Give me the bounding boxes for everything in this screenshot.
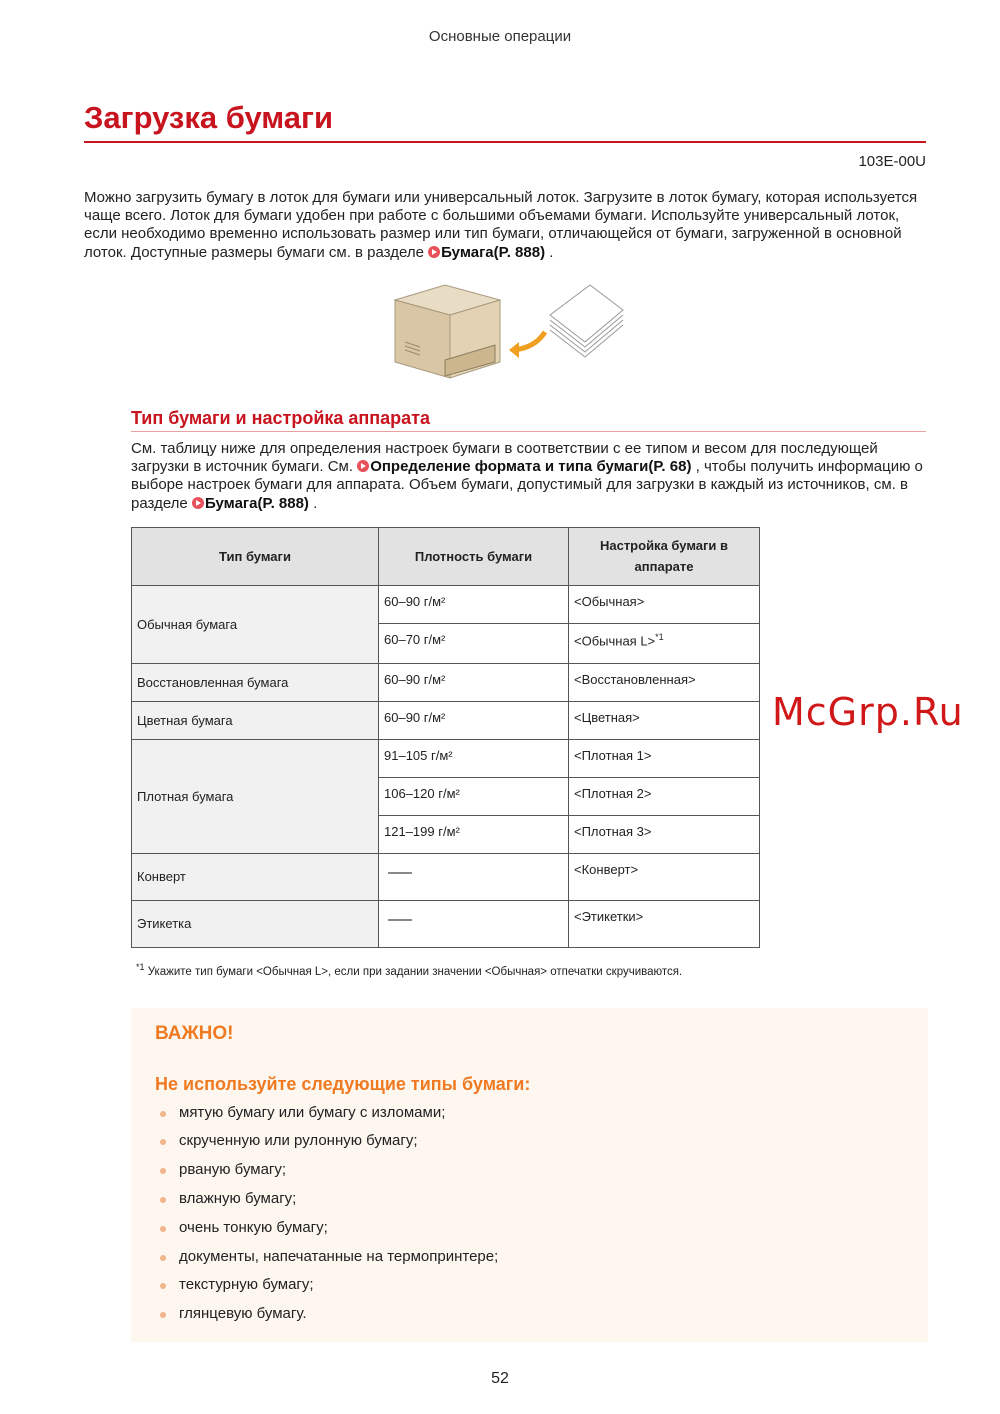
list-item: очень тонкую бумагу; bbox=[160, 1217, 928, 1246]
section-text-3: . bbox=[308, 494, 318, 512]
setting-value: <Обычная> bbox=[574, 593, 645, 609]
important-subtitle: Не используйте следующие типы бумаги: bbox=[155, 1073, 531, 1094]
dash bbox=[388, 919, 412, 921]
setting-value: <Восстановленная> bbox=[574, 671, 696, 687]
format-type-link[interactable] bbox=[357, 458, 691, 475]
list-item: скрученную или рулонную бумагу; bbox=[160, 1130, 928, 1159]
cell-machine-setting bbox=[569, 585, 760, 623]
paper-settings-table bbox=[131, 527, 760, 948]
dash bbox=[388, 872, 412, 874]
title-divider bbox=[84, 141, 926, 143]
cell-paper-weight: 91–105 г/м² bbox=[379, 739, 569, 777]
cell-machine-setting bbox=[569, 777, 760, 815]
watermark: McGrp.Ru bbox=[772, 690, 964, 734]
cell-paper-type: Конверт bbox=[132, 853, 379, 900]
intro-paragraph bbox=[84, 189, 926, 262]
page-title: Загрузка бумаги bbox=[84, 100, 334, 135]
section-title: Тип бумаги и настройка аппарата bbox=[131, 408, 431, 428]
paper-link-label: Бумага(P. 888) bbox=[204, 494, 309, 512]
list-item: документы, напечатанные на термопринтере; bbox=[160, 1246, 928, 1275]
paper-link[interactable] bbox=[428, 244, 545, 261]
cell-machine-setting bbox=[569, 853, 760, 900]
cell-machine-setting bbox=[569, 701, 760, 739]
setting-value: <Конверт> bbox=[574, 861, 639, 877]
printer-loading-illustration bbox=[385, 280, 635, 385]
cell-paper-weight bbox=[379, 900, 569, 947]
section-body bbox=[131, 440, 931, 1342]
intro-end: . bbox=[545, 243, 554, 261]
cell-paper-type: Восстановленная бумага bbox=[132, 663, 379, 701]
cell-paper-weight bbox=[379, 853, 569, 900]
setting-value: <Плотная 2> bbox=[574, 785, 652, 801]
cell-machine-setting bbox=[569, 900, 760, 947]
paper-link[interactable] bbox=[192, 495, 309, 512]
list-item: глянцевую бумагу. bbox=[160, 1303, 928, 1332]
cell-paper-type: Этикетка bbox=[132, 900, 379, 947]
table-row bbox=[132, 701, 760, 739]
list-item: мятую бумагу или бумагу с изломами; bbox=[160, 1102, 928, 1131]
important-box bbox=[131, 1008, 928, 1342]
cell-machine-setting bbox=[569, 739, 760, 777]
table-row bbox=[132, 853, 760, 900]
document-code: 103E-00U bbox=[858, 153, 926, 170]
setting-value: <Обычная L> bbox=[574, 633, 656, 649]
printer-icon bbox=[395, 285, 500, 378]
cell-paper-weight: 60–90 г/м² bbox=[379, 701, 569, 739]
header-machine-setting: Настройка бумаги в аппарате bbox=[569, 527, 760, 585]
format-type-link-label: Определение формата и типа бумаги(P. 68) bbox=[370, 458, 692, 476]
table-row bbox=[132, 900, 760, 947]
page-number: 52 bbox=[491, 1370, 509, 1387]
header-paper-weight: Плотность бумаги bbox=[379, 527, 569, 585]
cell-machine-setting bbox=[569, 663, 760, 701]
header-paper-type: Тип бумаги bbox=[132, 527, 379, 585]
link-arrow-icon bbox=[428, 246, 440, 258]
cell-paper-type: Плотная бумага bbox=[132, 739, 379, 853]
cell-paper-weight: 60–90 г/м² bbox=[379, 663, 569, 701]
cell-machine-setting bbox=[569, 623, 760, 663]
cell-paper-weight: 121–199 г/м² bbox=[379, 815, 569, 853]
footnote-ref: *1 bbox=[655, 631, 664, 642]
table-row bbox=[132, 739, 760, 777]
list-item: рваную бумагу; bbox=[160, 1159, 928, 1188]
setting-value: <Цветная> bbox=[574, 709, 640, 725]
table-row bbox=[132, 585, 760, 623]
list-item: влажную бумагу; bbox=[160, 1188, 928, 1217]
link-arrow-icon bbox=[357, 460, 369, 472]
cell-paper-type: Цветная бумага bbox=[132, 701, 379, 739]
list-item: текстурную бумагу; bbox=[160, 1274, 928, 1303]
footnote-text: Укажите тип бумаги <Обычная L>, если при задании значении <Обычная> отпечатки скручиваются. bbox=[144, 965, 683, 978]
cell-machine-setting bbox=[569, 815, 760, 853]
important-title: ВАЖНО! bbox=[155, 1022, 234, 1044]
section-paragraph bbox=[131, 440, 931, 513]
cell-paper-type: Обычная бумага bbox=[132, 585, 379, 663]
section-divider bbox=[131, 431, 926, 432]
section-text-1: См. таблицу ниже для определения настроек бумаги в соответствии с ее типом и весом для последующей загрузки в источник бумаги. См. bbox=[131, 440, 878, 476]
link-arrow-icon bbox=[192, 497, 204, 509]
setting-value: <Этикетки> bbox=[574, 908, 644, 924]
setting-value: <Плотная 1> bbox=[574, 747, 652, 763]
footnote-mark: *1 bbox=[136, 961, 145, 972]
cell-paper-weight: 60–70 г/м² bbox=[379, 623, 569, 663]
table-row bbox=[132, 663, 760, 701]
paper-stack-icon bbox=[550, 285, 623, 357]
paper-link-label: Бумага(P. 888) bbox=[441, 243, 546, 261]
forbidden-paper-list bbox=[160, 1102, 928, 1332]
setting-value: <Плотная 3> bbox=[574, 823, 652, 839]
section-text-2: , чтобы получить информацию о выборе настроек бумаги для аппарата. Объем бумаги, допустимый для загрузки в каждый из источников, см. в разделе bbox=[131, 458, 923, 512]
cell-paper-weight: 60–90 г/м² bbox=[379, 585, 569, 623]
cell-paper-weight: 106–120 г/м² bbox=[379, 777, 569, 815]
footnote bbox=[136, 962, 931, 978]
intro-text: Можно загрузить бумагу в лоток для бумаги или универсальный лоток. Загрузите в лоток бумагу, которая используется чаще всего. Лоток для бумаги удобен при работе с большими объемами бумаги. Используйте универсальный лоток, если необходимо временно использовать размер или тип бумаги, отличающейся от бумаги, загруженной в основной лоток. Доступные размеры бумаги см. в разделе bbox=[84, 189, 918, 261]
running-header: Основные операции bbox=[428, 28, 572, 45]
